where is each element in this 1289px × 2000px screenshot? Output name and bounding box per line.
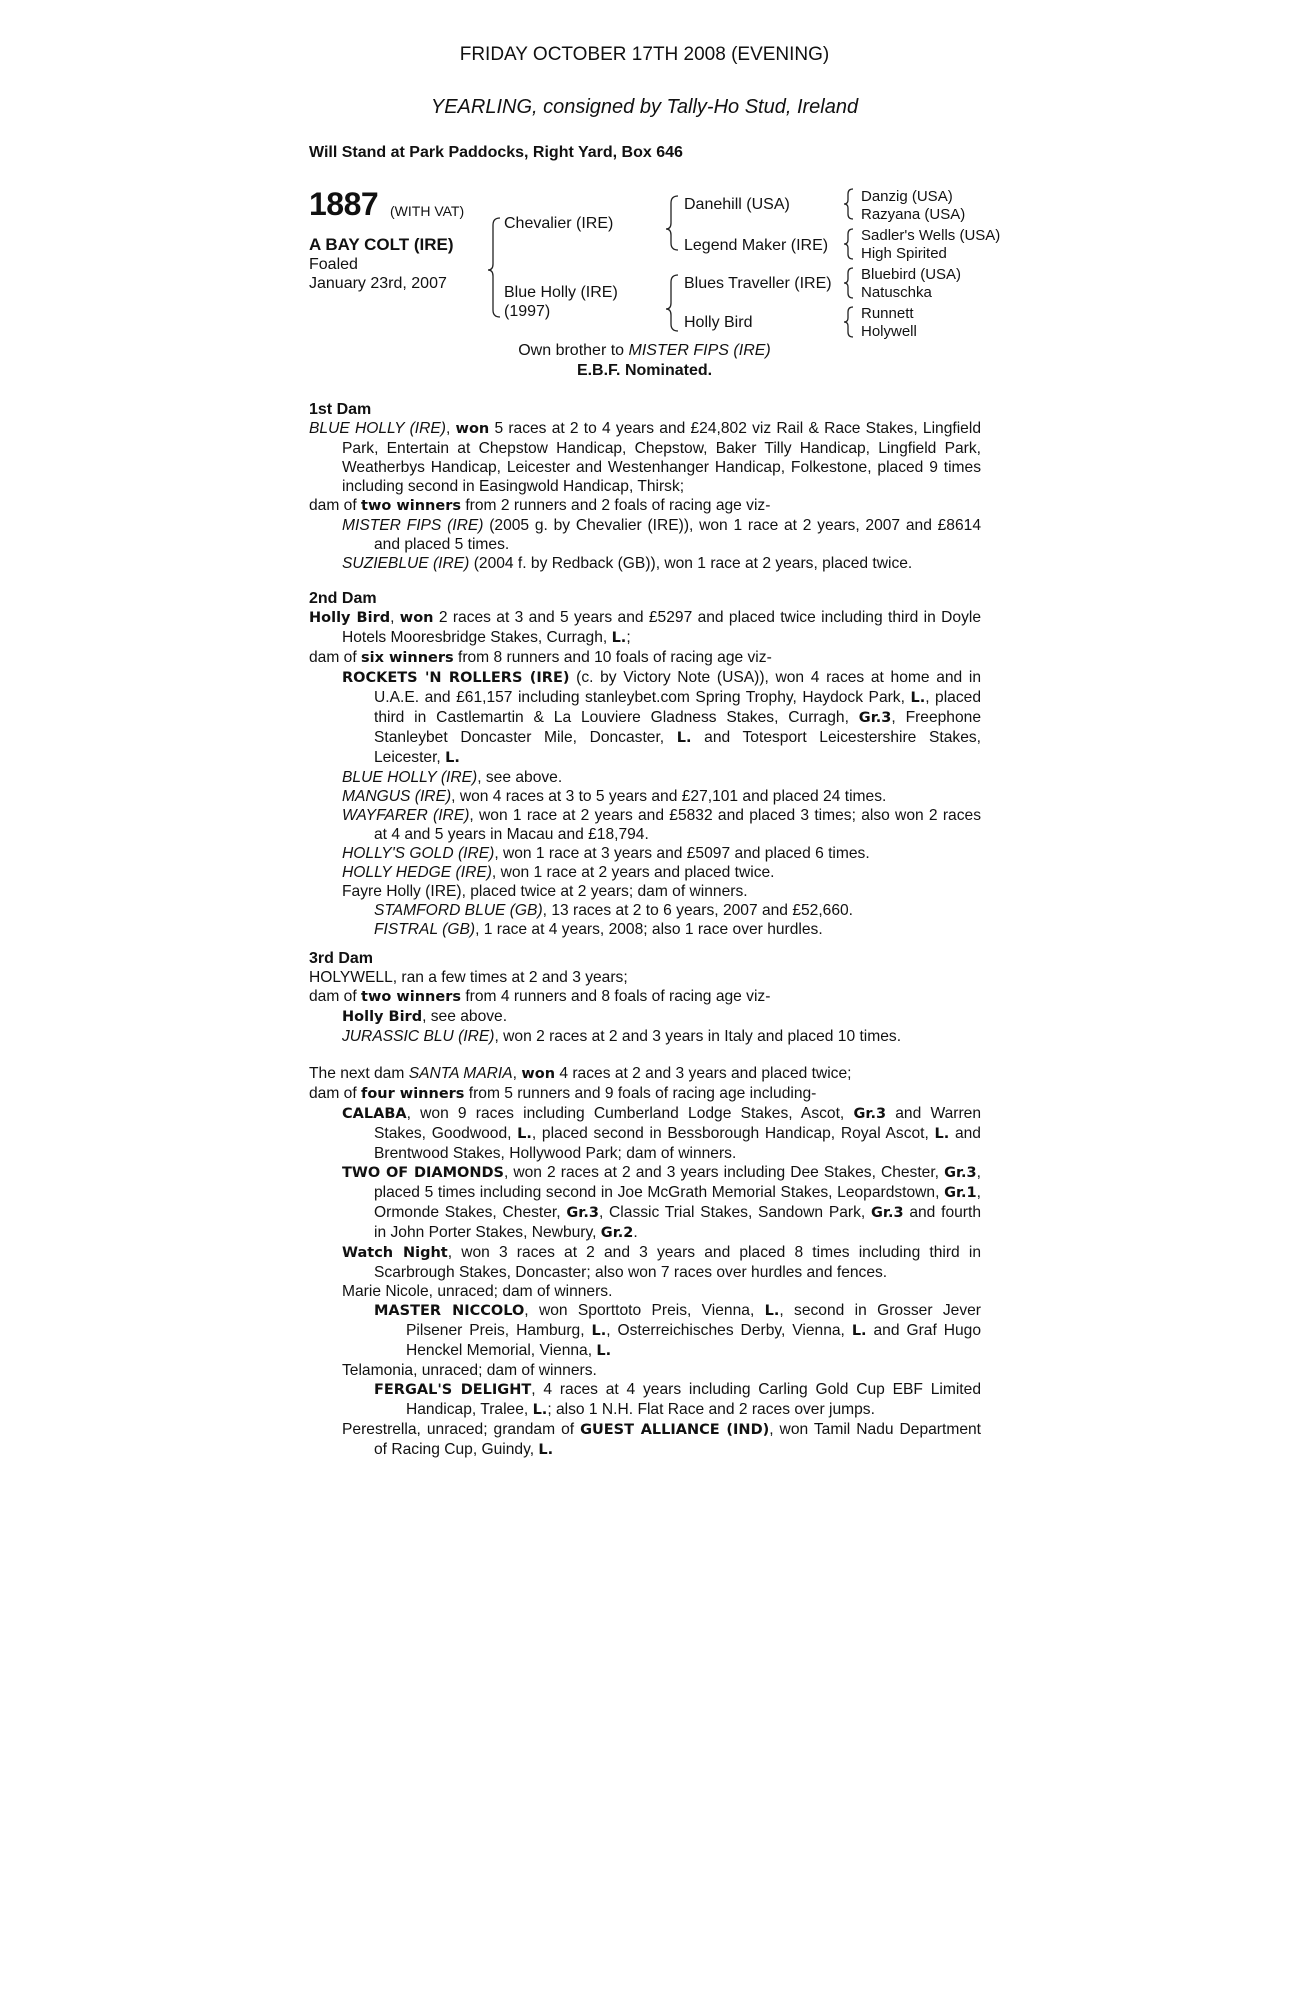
- ancestor-1: Danzig (USA): [861, 188, 953, 205]
- second-dam-section: [309, 608, 981, 939]
- consignor-line: YEARLING, consigned by Tally-Ho Stud, Ireland: [430, 96, 859, 118]
- list-item: MISTER FIPS (IRE) (2005 g. by Chevalier (IRE)), won 1 race at 2 years, 2007 and £8614 and placed 5 times.: [342, 517, 981, 553]
- list-item: STAMFORD BLUE (GB), 13 races at 2 to 6 years, 2007 and £52,660.: [374, 902, 854, 919]
- list-item: BLUE HOLLY (IRE), see above.: [342, 769, 563, 786]
- list-item: SUZIEBLUE (IRE) (2004 f. by Redback (GB)), won 1 race at 2 years, placed twice.: [342, 555, 913, 572]
- foaled-label: Foaled: [309, 256, 358, 273]
- ancestor-8: Holywell: [861, 323, 917, 340]
- ancestor-4: High Spirited: [861, 245, 947, 262]
- dam-dam: Holly Bird: [684, 314, 753, 331]
- list-item: CALABA, won 9 races including Cumberland Lodge Stakes, Ascot, Gr.3 and Warren Stakes, Goodwood, L., placed second in Bessborough Handicap, Royal Ascot, L. and Brentwood Stakes, Hollywood Park; dam of winners.: [342, 1105, 981, 1162]
- sire-dam: Legend Maker (IRE): [684, 237, 829, 254]
- ancestor-6: Natuschka: [861, 284, 932, 301]
- list-item: FERGAL'S DELIGHT, 4 races at 4 years including Carling Gold Cup EBF Limited Handicap, Tralee, L.; also 1 N.H. Flat Race and 2 races over jumps.: [374, 1381, 981, 1418]
- dam-year: (1997): [504, 303, 551, 320]
- third-dam-heading: 3rd Dam: [309, 950, 374, 967]
- next-dam-record: The next dam SANTA MARIA, won 4 races at 2 and 3 years and placed twice;: [309, 1065, 852, 1082]
- ancestor-2: Razyana (USA): [861, 206, 966, 223]
- list-item: Watch Night, won 3 races at 2 and 3 years and placed 8 times including third in Scarbrough Stakes, Doncaster; also won 7 races over hurdles and fences.: [342, 1244, 981, 1281]
- list-item: JURASSIC BLU (IRE), won 2 races at 2 and 3 years in Italy and placed 10 times.: [342, 1028, 902, 1045]
- list-item: WAYFARER (IRE), won 1 race at 2 years and £5832 and placed 3 times; also won 2 races at 4 and 5 years in Macau and £18,794.: [342, 807, 981, 843]
- lot-number: 1887: [309, 186, 379, 222]
- next-dam-produce: dam of four winners from 5 runners and 9 foals of racing age including-: [309, 1085, 817, 1102]
- sire: Chevalier (IRE): [504, 215, 614, 232]
- list-item: Perestrella, unraced; grandam of GUEST ALLIANCE (IND), won Tamil Nadu Department of Racing Cup, Guindy, L.: [342, 1421, 981, 1458]
- second-dam-record: Holly Bird, won 2 races at 3 and 5 years and £5297 and placed twice including third in Doyle Hotels Mooresbridge Stakes, Curragh, L.;: [309, 609, 982, 646]
- first-dam-produce: dam of two winners from 2 runners and 2 foals of racing age viz-: [309, 497, 771, 514]
- second-dam-produce: dam of six winners from 8 runners and 10 foals of racing age viz-: [309, 649, 772, 666]
- third-dam-section: [309, 968, 981, 1046]
- list-item: Telamonia, unraced; dam of winners.: [342, 1362, 597, 1379]
- first-dam-section: [309, 419, 981, 573]
- lot-name: A BAY COLT (IRE): [309, 235, 454, 254]
- third-dam-produce: dam of two winners from 4 runners and 8 foals of racing age viz-: [309, 988, 771, 1005]
- stand-location: Will Stand at Park Paddocks, Right Yard, Box 646: [309, 144, 683, 161]
- sire-sire: Danehill (USA): [684, 196, 790, 213]
- list-item: HOLLY HEDGE (IRE), won 1 race at 2 years and placed twice.: [342, 864, 775, 881]
- first-dam-record: BLUE HOLLY (IRE), won 5 races at 2 to 4 years and £24,802 viz Rail & Race Stakes, Lingfield Park, Entertain at Chepstow Handicap, Chepstow, Baker Tilly Handicap, Lingfield Park, Weatherbys Handicap, Leicester and Westenhanger Handicap, Folkestone, placed 9 times including second in Easingwold Handicap, Thirsk;: [309, 420, 981, 495]
- ancestor-7: Runnett: [861, 305, 914, 322]
- list-item: Fayre Holly (IRE), placed twice at 2 years; dam of winners.: [342, 883, 748, 900]
- list-item: FISTRAL (GB), 1 race at 4 years, 2008; also 1 race over hurdles.: [374, 921, 823, 938]
- sale-date: FRIDAY OCTOBER 17TH 2008 (EVENING): [459, 44, 830, 65]
- foaled-date: January 23rd, 2007: [309, 275, 447, 292]
- next-dam-section: [309, 1064, 981, 1460]
- list-item: HOLLY'S GOLD (IRE), won 1 race at 3 years and £5097 and placed 6 times.: [342, 845, 870, 862]
- list-item: TWO OF DIAMONDS, won 2 races at 2 and 3 years including Dee Stakes, Chester, Gr.3, placed 5 times including second in Joe McGrath Memorial Stakes, Leopardstown, Gr.1, Ormonde Stakes, Chester, Gr.3, Classic Trial Stakes, Sandown Park, Gr.3 and fourth in John Porter Stakes, Newbury, Gr.2.: [342, 1164, 981, 1241]
- list-item: MASTER NICCOLO, won Sporttoto Preis, Vienna, L., second in Grosser Jever Pilsener Preis, Hamburg, L., Osterreichisches Derby, Vienna, L. and Graf Hugo Henckel Memorial, Vienna, L.: [374, 1302, 981, 1359]
- list-item: ROCKETS 'N ROLLERS (IRE) (c. by Victory Note (USA)), won 4 races at home and in U.A.E. and £61,157 including stanleybet.com Spring Trophy, Haydock Park, L., placed third in Castlemartin & La Louviere Gladness Stakes, Curragh, Gr.3, Freephone Stanleybet Doncaster Mile, Doncaster, L. and Totesport Leicestershire Stakes, Leicester, L.: [342, 669, 982, 766]
- dam-sire: Blues Traveller (IRE): [684, 275, 832, 292]
- first-dam-heading: 1st Dam: [309, 401, 372, 418]
- list-item: MANGUS (IRE), won 4 races at 3 to 5 years and £27,101 and placed 24 times.: [342, 788, 887, 805]
- list-item: Holly Bird, see above.: [342, 1008, 508, 1025]
- vat-note: (WITH VAT): [390, 203, 465, 219]
- dam: Blue Holly (IRE): [504, 284, 618, 301]
- ancestor-5: Bluebird (USA): [861, 266, 962, 283]
- own-brother-note: Own brother to MISTER FIPS (IRE): [518, 342, 771, 359]
- second-dam-heading: 2nd Dam: [309, 590, 377, 607]
- ancestor-3: Sadler's Wells (USA): [861, 227, 1001, 244]
- ebf-nominated: E.B.F. Nominated.: [576, 362, 713, 379]
- third-dam-record: HOLYWELL, ran a few times at 2 and 3 years;: [309, 969, 628, 986]
- list-item: Marie Nicole, unraced; dam of winners.: [342, 1283, 613, 1300]
